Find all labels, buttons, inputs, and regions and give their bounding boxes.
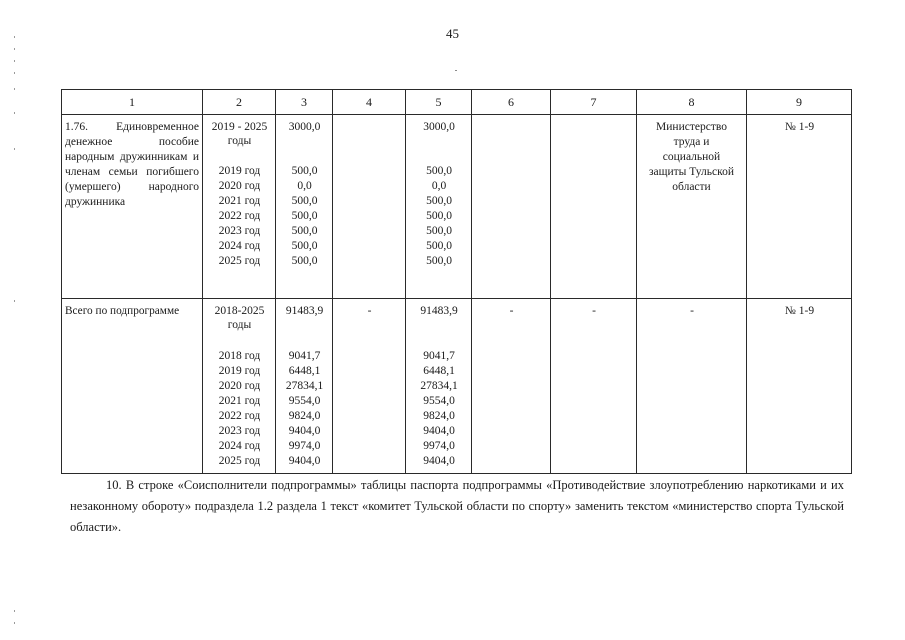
activity-name: 1.76. Единовременное денежное пособие народным дружинникам и членам семьи погибшего (умершего) народного дружинника <box>65 121 199 208</box>
year-value: 0,0 <box>297 180 312 192</box>
year-value: 6448,1 <box>288 365 321 377</box>
year-value: 9041,7 <box>423 350 455 362</box>
year-value: 6448,1 <box>423 365 455 377</box>
total-value: 3000,0 <box>288 121 321 133</box>
year-value: 9974,0 <box>423 440 455 452</box>
year-value: 500,0 <box>291 165 318 177</box>
year-value: 500,0 <box>426 165 452 177</box>
column-header: 6 <box>472 90 551 115</box>
year-value: 9824,0 <box>423 410 455 422</box>
year-label: 2025 год <box>218 255 261 267</box>
indicators: № 1-9 <box>784 305 815 317</box>
year-value: 9404,0 <box>423 455 455 467</box>
column-header: 2 <box>203 90 276 115</box>
year-value: 500,0 <box>291 225 318 237</box>
year-value: 500,0 <box>426 195 452 207</box>
year-value: 9404,0 <box>288 455 321 467</box>
year-label: 2021 год <box>218 195 261 207</box>
col7-value <box>551 115 636 120</box>
margin-mark <box>14 72 15 74</box>
year-label: 2024 год <box>218 240 261 252</box>
year-value: 500,0 <box>291 210 318 222</box>
column-header: 8 <box>637 90 747 115</box>
column-header: 7 <box>551 90 637 115</box>
year-value: 500,0 <box>426 210 452 222</box>
year-value: 500,0 <box>426 255 452 267</box>
year-label: 2023 год <box>218 425 261 437</box>
year-value: 500,0 <box>291 195 318 207</box>
year-value: 9824,0 <box>288 410 321 422</box>
margin-mark <box>14 60 15 62</box>
period-label: 2019 - 2025 годы <box>211 121 268 147</box>
year-value: 500,0 <box>426 225 452 237</box>
indicators: № 1-9 <box>784 121 815 133</box>
year-value: 9974,0 <box>288 440 321 452</box>
margin-mark <box>14 622 15 624</box>
activity-name: Всего по подпрограмме <box>65 305 180 317</box>
year-label: 2025 год <box>218 455 261 467</box>
amendment-paragraph: 10. В строке «Соисполнители подпрограммы» таблицы паспорта подпрограммы «Противодействие злоупотреблению наркотиками и их незаконному обороту» подраздела 1.2 раздела 1 текст «комитет Тульской области по спорту» заменить текстом «министерство спорта Тульской области». <box>70 478 844 534</box>
col4-value <box>333 115 405 120</box>
year-value: 0,0 <box>431 180 447 192</box>
scan-dot <box>455 70 457 71</box>
column-header: 4 <box>333 90 406 115</box>
table-header-row <box>62 90 852 115</box>
year-value: 9404,0 <box>423 425 455 437</box>
col6-value <box>472 115 550 120</box>
year-label: 2022 год <box>218 410 261 422</box>
year-label: 2023 год <box>218 225 261 237</box>
year-label: 2018 год <box>218 350 261 362</box>
year-label: 2022 год <box>218 210 261 222</box>
year-value: 27834,1 <box>285 380 324 392</box>
total-value: 91483,9 <box>285 305 324 317</box>
margin-mark <box>14 610 15 612</box>
year-value: 500,0 <box>291 255 318 267</box>
year-value: 9404,0 <box>288 425 321 437</box>
margin-mark <box>14 112 15 114</box>
margin-mark <box>14 88 15 90</box>
year-value: 9554,0 <box>288 395 321 407</box>
data-table <box>61 89 852 474</box>
total-value: 3000,0 <box>423 121 455 133</box>
column-header: 1 <box>62 90 203 115</box>
total-value: 91483,9 <box>420 305 458 317</box>
year-label: 2019 год <box>218 165 261 177</box>
margin-mark <box>14 148 15 150</box>
year-label: 2020 год <box>218 380 261 392</box>
year-value: 500,0 <box>426 240 452 252</box>
year-value: 500,0 <box>291 240 318 252</box>
margin-mark <box>14 48 15 50</box>
year-label: 2020 год <box>218 180 261 192</box>
year-label: 2019 год <box>218 365 261 377</box>
table-row <box>62 115 852 299</box>
year-label: 2024 год <box>218 440 261 452</box>
column-header: 9 <box>747 90 852 115</box>
year-label: 2021 год <box>218 395 261 407</box>
year-value: 9554,0 <box>423 395 455 407</box>
table-row <box>62 299 852 474</box>
column-header: 5 <box>406 90 472 115</box>
period-label: 2018-2025 годы <box>214 305 265 331</box>
year-value: 27834,1 <box>420 380 458 392</box>
year-value: 9041,7 <box>288 350 321 362</box>
page-number: 45 <box>446 26 459 41</box>
column-header: 3 <box>276 90 333 115</box>
executor: - <box>690 305 694 317</box>
col7-value: - <box>592 305 596 317</box>
col6-value: - <box>509 305 514 317</box>
margin-mark <box>14 300 15 302</box>
executor: Министерство труда и социальной защиты Тульской области <box>649 121 734 193</box>
col4-value: - <box>367 305 372 317</box>
